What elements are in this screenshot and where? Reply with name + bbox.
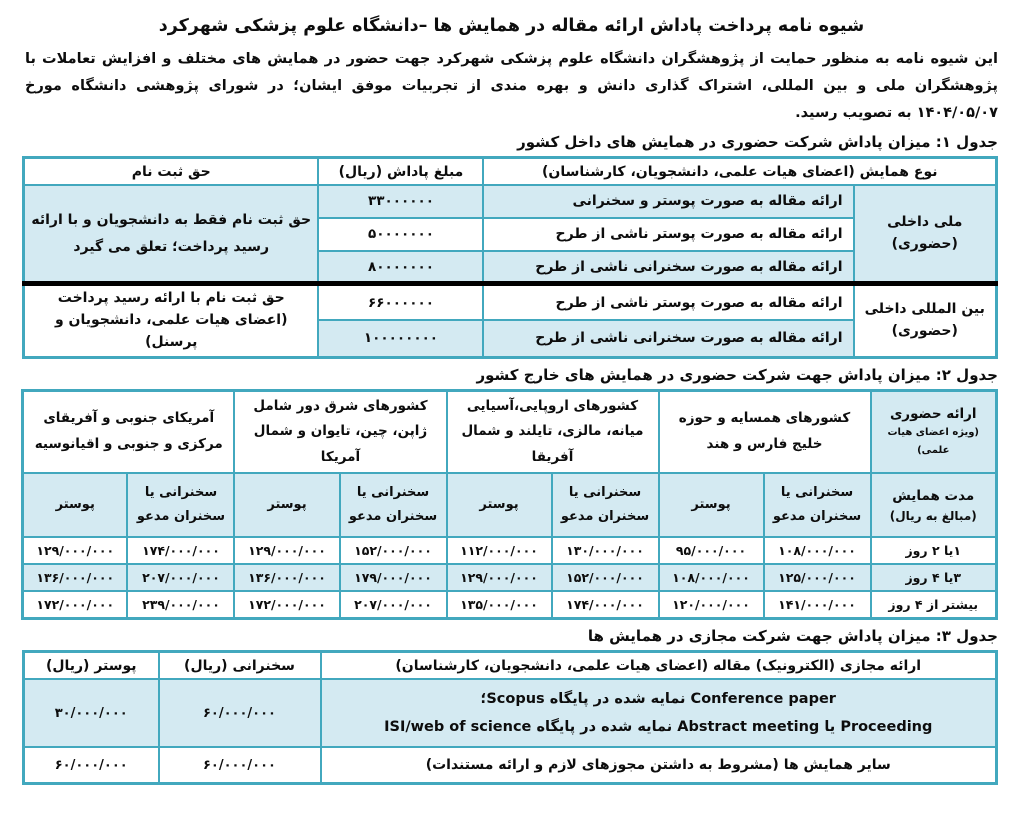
amount-cell: ۱۷۹/۰۰۰/۰۰۰ [340, 564, 447, 591]
amount-cell: ۲۰۷/۰۰۰/۰۰۰ [340, 591, 447, 618]
table3-data-row [24, 679, 997, 747]
speech-label-cell: سخنرانی یا سخنران مدعو [552, 473, 659, 537]
conference-desc-cell [321, 679, 997, 747]
corner-subtitle: (ویژه اعضای هیات علمی) [887, 427, 979, 457]
table2-data-row [22, 591, 996, 618]
poster-label-cell: پوستر [234, 473, 339, 537]
speech-amount-cell: ۶۰/۰۰۰/۰۰۰ [159, 679, 321, 747]
table1-group-name-international [854, 284, 997, 357]
speech-label-cell: سخنرانی یا سخنران مدعو [127, 473, 234, 537]
reward-amount-cell: ۶۶۰۰۰۰۰۰ [318, 284, 483, 321]
table2-data-row [22, 564, 996, 591]
amount-cell: ۱۲۹/۰۰۰/۰۰۰ [234, 537, 339, 564]
table1-caption: جدول ۱: میزان پاداش شرکت حضوری در همایش های داخل کشور [517, 133, 998, 152]
region-header-cell: کشورهای اروپایی،آسیایی میانه، مالزی، تایلند و شمال آفریقا [447, 390, 659, 473]
amount-cell: ۱۷۲/۰۰۰/۰۰۰ [22, 591, 127, 618]
group-name-line2: (حضوری) [891, 235, 958, 252]
duration-title: مدت همایش [892, 487, 975, 504]
speech-amount-cell: ۶۰/۰۰۰/۰۰۰ [159, 747, 321, 783]
poster-label-cell: پوستر [22, 473, 127, 537]
table3-caption: جدول ۳: میزان پاداش جهت شرکت مجازی در همایش ها [587, 626, 998, 645]
amount-cell: ۱۲۰/۰۰۰/۰۰۰ [659, 591, 764, 618]
amount-cell: ۱۷۲/۰۰۰/۰۰۰ [234, 591, 339, 618]
duration-cell: بیشتر از ۴ روز [871, 591, 997, 618]
amount-cell: ۱۷۴/۰۰۰/۰۰۰ [127, 537, 234, 564]
desc-line1: Conference paper نمایه شده در پایگاه Scopus؛ [480, 691, 836, 708]
duration-cell: ۱یا ۲ روز [871, 537, 997, 564]
table3-data-row [24, 747, 997, 783]
group-name-line2: (حضوری) [891, 322, 958, 339]
amount-cell: ۱۲۵/۰۰۰/۰۰۰ [764, 564, 871, 591]
amount-cell: ۲۳۹/۰۰۰/۰۰۰ [127, 591, 234, 618]
table2-region-header-row [22, 390, 996, 473]
region-header-cell: کشورهای همسایه و حوزه خلیج فارس و هند [659, 390, 871, 473]
duration-header-cell [871, 473, 997, 537]
amount-cell: ۹۵/۰۰۰/۰۰۰ [659, 537, 764, 564]
region-header-cell: کشورهای شرق دور شامل ژاپن، چین، تایوان و شمال آمریکا [234, 390, 446, 473]
fee-line1: حق ثبت نام با ارائه رسید پرداخت [57, 290, 285, 307]
table3-header-desc: ارائه مجازی (الکترونیک) مقاله (اعضای هیات علمی، دانشجویان، کارشناسان) [321, 651, 997, 679]
table1-header-amount: مبلغ پاداش (ریال) [318, 158, 483, 185]
duration-subtitle: (مبالغ به ریال) [889, 508, 977, 523]
amount-cell: ۱۳۶/۰۰۰/۰۰۰ [234, 564, 339, 591]
table1-group-name-national [854, 185, 997, 284]
presentation-type-cell: ارائه مقاله به صورت سخنرانی ناشی از طرح [483, 251, 853, 284]
amount-cell: ۱۰۸/۰۰۰/۰۰۰ [764, 537, 871, 564]
poster-label-cell: پوستر [659, 473, 764, 537]
table3-header-row [24, 651, 997, 679]
speech-label-cell: سخنرانی یا سخنران مدعو [340, 473, 447, 537]
group-name-line1: ملی داخلی [887, 214, 963, 230]
corner-title: ارائه حضوری [889, 405, 977, 422]
group-name-line1: بین المللی داخلی [864, 301, 985, 318]
table2-caption: جدول ۲: میزان پاداش جهت شرکت حضوری در همایش های خارج کشور [476, 365, 998, 384]
table2-data-row [22, 537, 996, 564]
table1-domestic-conference-rewards [22, 156, 998, 358]
conference-desc-cell: سایر همایش ها (مشروط به داشتن مجوزهای لازم و ارائه مستندات) [321, 747, 997, 783]
duration-cell: ۳یا ۴ روز [871, 564, 997, 591]
amount-cell: ۲۰۷/۰۰۰/۰۰۰ [127, 564, 234, 591]
amount-cell: ۱۲۹/۰۰۰/۰۰۰ [22, 537, 127, 564]
reward-amount-cell: ۸۰۰۰۰۰۰۰ [318, 251, 483, 284]
amount-cell: ۱۷۴/۰۰۰/۰۰۰ [552, 591, 659, 618]
poster-amount-cell: ۳۰/۰۰۰/۰۰۰ [24, 679, 159, 747]
presentation-type-cell: ارائه مقاله به صورت سخنرانی ناشی از طرح [483, 320, 853, 357]
poster-label-cell: پوستر [447, 473, 552, 537]
table2-sub-header-row [22, 473, 996, 537]
speech-label-cell: سخنرانی یا سخنران مدعو [764, 473, 871, 537]
table3-header-speech: سخنرانی (ریال) [159, 651, 321, 679]
amount-cell: ۱۱۲/۰۰۰/۰۰۰ [447, 537, 552, 564]
registration-fee-cell-international [23, 284, 318, 357]
table1-row [23, 284, 996, 321]
reward-amount-cell: ۳۳۰۰۰۰۰۰ [318, 185, 483, 218]
amount-cell: ۱۴۱/۰۰۰/۰۰۰ [764, 591, 871, 618]
desc-line2: Proceeding یا Abstract meeting نمایه شده در پایگاه ISI/web of science [384, 719, 933, 736]
table2-corner-cell [871, 390, 997, 473]
reward-amount-cell: ۱۰۰۰۰۰۰۰۰ [318, 320, 483, 357]
amount-cell: ۱۳۶/۰۰۰/۰۰۰ [22, 564, 127, 591]
registration-fee-cell-national: حق ثبت نام فقط به دانشجویان و با ارائه رسید پرداخت؛ تعلق می گیرد [23, 185, 318, 284]
poster-amount-cell: ۶۰/۰۰۰/۰۰۰ [24, 747, 159, 783]
amount-cell: ۱۳۰/۰۰۰/۰۰۰ [552, 537, 659, 564]
amount-cell: ۱۳۵/۰۰۰/۰۰۰ [447, 591, 552, 618]
page-title: شیوه نامه پرداخت پاداش ارائه مقاله در همایش ها –دانشگاه علوم پزشکی شهرکرد [158, 16, 865, 36]
reward-amount-cell: ۵۰۰۰۰۰۰۰ [318, 218, 483, 251]
table1-header-row [23, 158, 996, 185]
intro-paragraph: این شیوه نامه به منظور حمایت از پژوهشگران دانشگاه علوم پزشکی شهرکرد جهت حضور در همایش های مختلف و افزایش تعاملات با پژوهشگران ملی و بین المللی، اشتراک گذاری دانش و بهره مندی از تجربیات موفق ایشان؛ در شورای پژوهشی دانشگاه مورخ ۱۴۰۴/۰۵/۰۷ به تصویب رسید. [25, 51, 998, 121]
amount-cell: ۱۵۲/۰۰۰/۰۰۰ [340, 537, 447, 564]
table1-header-type: نوع همایش (اعضای هیات علمی، دانشجویان، کارشناسان) [483, 158, 996, 185]
amount-cell: ۱۲۹/۰۰۰/۰۰۰ [447, 564, 552, 591]
presentation-type-cell: ارائه مقاله به صورت پوستر ناشی از طرح [483, 218, 853, 251]
amount-cell: ۱۵۲/۰۰۰/۰۰۰ [552, 564, 659, 591]
table2-foreign-conference-rewards [21, 389, 998, 620]
table3-header-poster: پوستر (ریال) [24, 651, 159, 679]
table3-virtual-conference-rewards [22, 650, 998, 785]
region-header-cell: آمریکای جنوبی و آفریقای مرکزی و جنوبی و اقیانوسیه [22, 390, 234, 473]
amount-cell: ۱۰۸/۰۰۰/۰۰۰ [659, 564, 764, 591]
presentation-type-cell: ارائه مقاله به صورت پوستر و سخنرانی [483, 185, 853, 218]
table1-header-fee: حق ثبت نام [23, 158, 318, 185]
table1-row [23, 185, 996, 218]
presentation-type-cell: ارائه مقاله به صورت پوستر ناشی از طرح [483, 284, 853, 321]
fee-line2: (اعضای هیات علمی، دانشجویان و پرسنل) [54, 312, 288, 350]
